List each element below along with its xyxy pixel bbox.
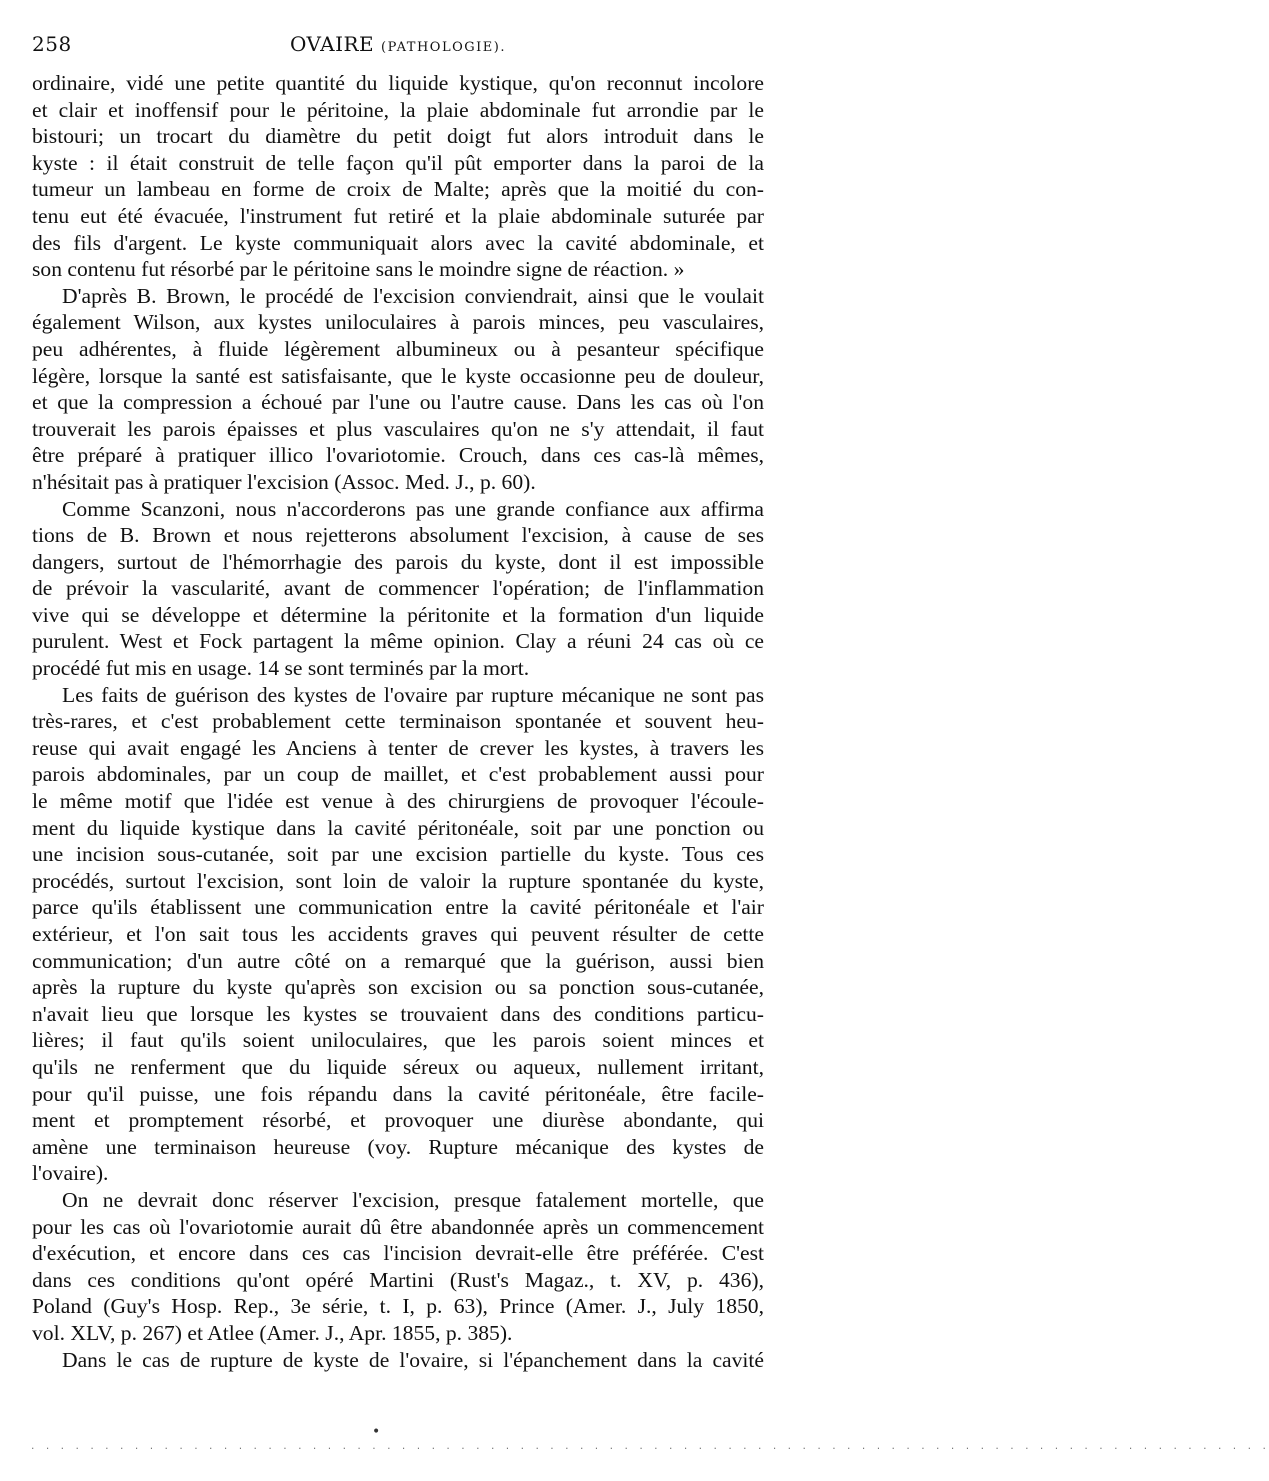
page-number: 258 — [32, 32, 72, 56]
text-line: et que la compression a échoué par l'une ou l'autre cause. Dans les cas où l'on — [32, 390, 764, 415]
text-line: lières; il faut qu'ils soient uniloculaires, que les parois soient minces et — [32, 1028, 764, 1053]
paragraph — [32, 496, 764, 682]
text-line: une incision sous-cutanée, soit par une excision partielle du kyste. Tous ces — [32, 842, 764, 867]
page-header — [32, 30, 764, 64]
text-line: également Wilson, aux kystes uniloculaires à parois minces, peu vasculaires, — [32, 310, 764, 335]
text-line: procédé fut mis en usage. 14 se sont terminés par la mort. — [32, 656, 530, 681]
text-line: On ne devrait donc réserver l'excision, presque fatalement mortelle, que — [62, 1187, 764, 1212]
text-line: de prévoir la vascularité, avant de commencer l'opération; de l'inflammation — [32, 576, 764, 601]
text-line: tenu eut été évacuée, l'instrument fut retiré et la plaie abdominale suturée par — [32, 203, 764, 228]
text-line: Poland (Guy's Hosp. Rep., 3e série, t. I, p. 63), Prince (Amer. J., July 1850, — [32, 1294, 764, 1319]
text-line: procédés, surtout l'excision, sont loin de valoir la rupture spontanée du kyste, — [32, 868, 764, 893]
text-line: dans ces conditions qu'ont opéré Martini (Rust's Magaz., t. XV, p. 436), — [32, 1267, 764, 1292]
text-line: kyste : il était construit de telle façon qu'il pût emporter dans la paroi de la — [32, 150, 764, 175]
paragraph — [32, 1187, 764, 1347]
text-line: parois abdominales, par un coup de maillet, et c'est probablement aussi pour — [32, 762, 764, 787]
text-line: extérieur, et l'on sait tous les accidents graves qui peuvent résulter de cette — [32, 922, 764, 946]
text-line: d'exécution, et encore dans ces cas l'incision devrait-elle être préférée. C'est — [32, 1241, 764, 1266]
text-line: légère, lorsque la santé est satisfaisante, que le kyste occasionne peu de douleur, — [32, 363, 764, 388]
paragraph — [32, 682, 764, 1187]
text-line: n'hésitait pas à pratiquer l'excision (Assoc. Med. J., p. 60). — [32, 469, 536, 494]
body-text — [32, 70, 764, 1373]
text-line: tumeur un lambeau en forme de croix de Malte; après que la moitié du con- — [32, 177, 764, 202]
text-line: amène une terminaison heureuse (voy. Rupture mécanique des kystes de — [32, 1134, 764, 1159]
text-line: ordinaire, vidé une petite quantité du liquide kystique, qu'on reconnut incolore — [32, 71, 764, 95]
text-line: pour les cas où l'ovariotomie aurait dû être abandonnée après un commencement — [32, 1214, 764, 1239]
text-line: dangers, surtout de l'hémorrhagie des parois du kyste, dont il est impossible — [32, 549, 764, 574]
text-line: et clair et inoffensif pour le péritoine, la plaie abdominale fut arrondie par le — [32, 97, 764, 122]
text-line: Les faits de guérison des kystes de l'ovaire par rupture mécanique ne sont pas — [62, 682, 764, 707]
text-line: des fils d'argent. Le kyste communiquait alors avec la cavité abdominale, et — [32, 230, 764, 255]
text-line: n'avait lieu que lorsque les kystes se trouvaient dans des conditions particu- — [32, 1001, 764, 1026]
paragraph — [32, 283, 764, 496]
text-line: communication; d'un autre côté on a remarqué que la guérison, aussi bien — [32, 948, 764, 973]
text-line: Dans le cas de rupture de kyste de l'ovaire, si l'épanchement dans la cavité — [62, 1347, 764, 1372]
text-line: être préparé à pratiquer illico l'ovariotomie. Crouch, dans ces cas-là mêmes, — [32, 443, 764, 468]
text-line: son contenu fut résorbé par le péritoine sans le moindre signe de réaction. » — [32, 257, 685, 282]
running-head-subtitle: (PATHOLOGIE). — [381, 40, 506, 55]
text-line: le même motif que l'idée est venue à des chirurgiens de provoquer l'écoule- — [32, 789, 764, 814]
text-line: l'ovaire). — [32, 1161, 109, 1186]
text-line: trouverait les parois épaisses et plus vasculaires qu'on ne s'y attendait, il faut — [32, 416, 764, 441]
text-line: vol. XLV, p. 267) et Atlee (Amer. J., Apr. 1855, p. 385). — [32, 1320, 513, 1345]
paragraph — [32, 1347, 764, 1374]
text-line: ment du liquide kystique dans la cavité péritonéale, soit par une ponction ou — [32, 815, 764, 840]
text-line: Comme Scanzoni, nous n'accorderons pas une grande confiance aux affirma — [62, 496, 764, 521]
text-line: reuse qui avait engagé les Anciens à tenter de crever les kystes, à travers les — [32, 735, 764, 760]
page-footer-rule: . . . . . . . . . . . . . . . . . . . . . . . . . . . . . . . . . . . . . . . . . . . . . . . . . . . . . . . . . . . . . . . . . . . . . . . . . . . . . . . . . . . . — [30, 1442, 1269, 1452]
running-head — [32, 32, 764, 56]
running-head-title: OVAIRE — [290, 32, 375, 56]
text-line: tions de B. Brown et nous rejetterons absolument l'excision, à cause de ses — [32, 523, 764, 548]
text-line: après la rupture du kyste qu'après son excision ou sa ponction sous-cutanée, — [32, 975, 764, 1000]
paragraph — [32, 70, 764, 283]
text-line: D'après B. Brown, le procédé de l'excision conviendrait, ainsi que le voulait — [62, 283, 764, 308]
text-line: très-rares, et c'est probablement cette terminaison spontanée et souvent heu- — [32, 709, 764, 734]
text-line: qu'ils ne renferment que du liquide séreux ou aqueux, nullement irritant, — [32, 1054, 764, 1079]
text-line: pour qu'il puisse, une fois répandu dans la cavité péritonéale, être facile- — [32, 1081, 764, 1106]
text-line: bistouri; un trocart du diamètre du petit doigt fut alors introduit dans le — [32, 124, 764, 149]
text-line: ment et promptement résorbé, et provoquer une diurèse abondante, qui — [32, 1108, 764, 1133]
text-line: vive qui se développe et détermine la péritonite et la formation d'un liquide — [32, 602, 764, 627]
ink-mark: • — [372, 1424, 381, 1440]
text-line: parce qu'ils établissent une communication entre la cavité péritonéale et l'air — [32, 895, 764, 920]
text-line: purulent. West et Fock partagent la même opinion. Clay a réuni 24 cas où ce — [32, 629, 764, 654]
text-line: peu adhérentes, à fluide légèrement albumineux ou à pesanteur spécifique — [32, 336, 764, 361]
